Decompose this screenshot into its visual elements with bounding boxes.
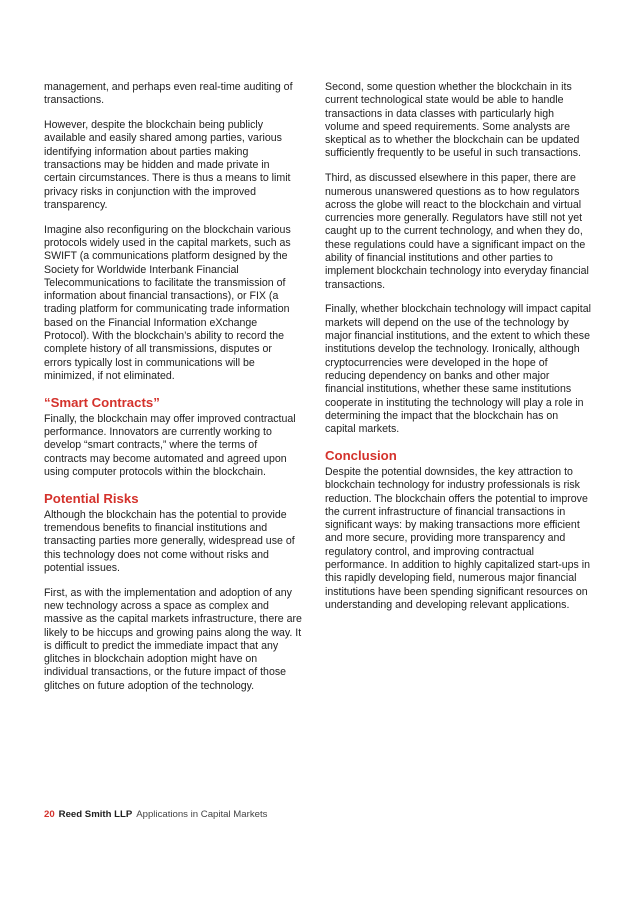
footer-publication-title: Applications in Capital Markets (136, 809, 268, 820)
left-paragraph-6: First, as with the implementation and adoption of any new technology across a space as complex and massive as the capital markets infrastructure, there are likely to be hiccups and growing pains along the way. It is difficult to predict the immediate impact that any glitches in blockchain adoption might have on individual transactions, or the future impact of those glitches on future adoption of the technology. (44, 586, 302, 692)
right-paragraph-1: Second, some question whether the blockchain in its current technological state would be able to handle transactions in data classes with particularly high volume and speed requirements. Some analysts are skeptical as to whether the blockchain can be updated sufficiently frequently to be useful in such transactions. (325, 81, 581, 160)
potential-risks-heading: Potential Risks (44, 490, 139, 506)
left-paragraph-1: management, and perhaps even real-time auditing of transactions. (44, 81, 293, 107)
footer-firm-name: Reed Smith LLP (58, 809, 133, 820)
right-paragraph-2: Third, as discussed elsewhere in this paper, there are numerous unanswered questions as to how regulators across the globe will react to the blockchain and virtual currencies more generally. Regulators have still not yet caught up to the current technology, and when they do, these regulations could have a significant impact on the ability of financial institutions and other parties to implement blockchain technology into everyday financial transactions. (325, 172, 589, 291)
left-paragraph-5: Although the blockchain has the potential to provide tremendous benefits to financial institutions and transacting parties more generally, widespread use of this technology does not come without risks and potential issues. (44, 508, 295, 574)
page-footer (44, 809, 267, 821)
left-paragraph-3: Imagine also reconfiguring on the blockchain various protocols widely used in the capital markets, such as SWIFT (a communications platform designed by the Society for Worldwide Interbank Financial Telecommunications to facilitate the transmission of information about financial transactions), or FIX (a trading platform for communicating trade information based on the Financial Information eXchange Protocol). With the blockchain’s ability to record the complete history of all transmissions, disputes or errors typically lost in communications will be minimized, if not eliminated. (44, 223, 291, 382)
right-paragraph-4: Despite the potential downsides, the key attraction to blockchain technology for industry professionals is risk reduction. The blockchain offers the potential to improve the current infrastructure of financial transactions in significant ways: by making transactions more efficient and more secure, providing more transparency and regulatory control, and improving contractual performance. In addition to highly capitalized start-ups in this rapidly developing field, numerous major financial institutions have been spending significant resources on understanding and developing relevant applications. (325, 465, 590, 611)
page-number: 20 (44, 809, 55, 820)
left-paragraph-2: However, despite the blockchain being publicly available and easily shared among parties, various identifying information about parties making transactions may be hidden and made private in certain circumstances. There is thus a means to limit privacy risks in conjunction with the improved transparency. (44, 119, 291, 211)
conclusion-heading: Conclusion (325, 447, 397, 463)
right-paragraph-3: Finally, whether blockchain technology will impact capital markets will depend on the use of the technology by major financial institutions, and the extent to which these institutions develop the technology. Ironically, although cryptocurrencies were developed in the hope of reducing dependency on banks and other major financial institutions, whether these same institutions cooperate in instituting the technology will play a role in determining the impact that the blockchain has on capital markets. (325, 303, 591, 436)
left-paragraph-4: Finally, the blockchain may offer improved contractual performance. Innovators are currently working to develop “smart contracts,” where the terms of contracts may become automated and agreed upon using computer protocols within the blockchain. (44, 412, 296, 478)
smart-contracts-heading: “Smart Contracts” (44, 394, 160, 410)
left-column (44, 81, 302, 705)
right-column (325, 81, 591, 624)
